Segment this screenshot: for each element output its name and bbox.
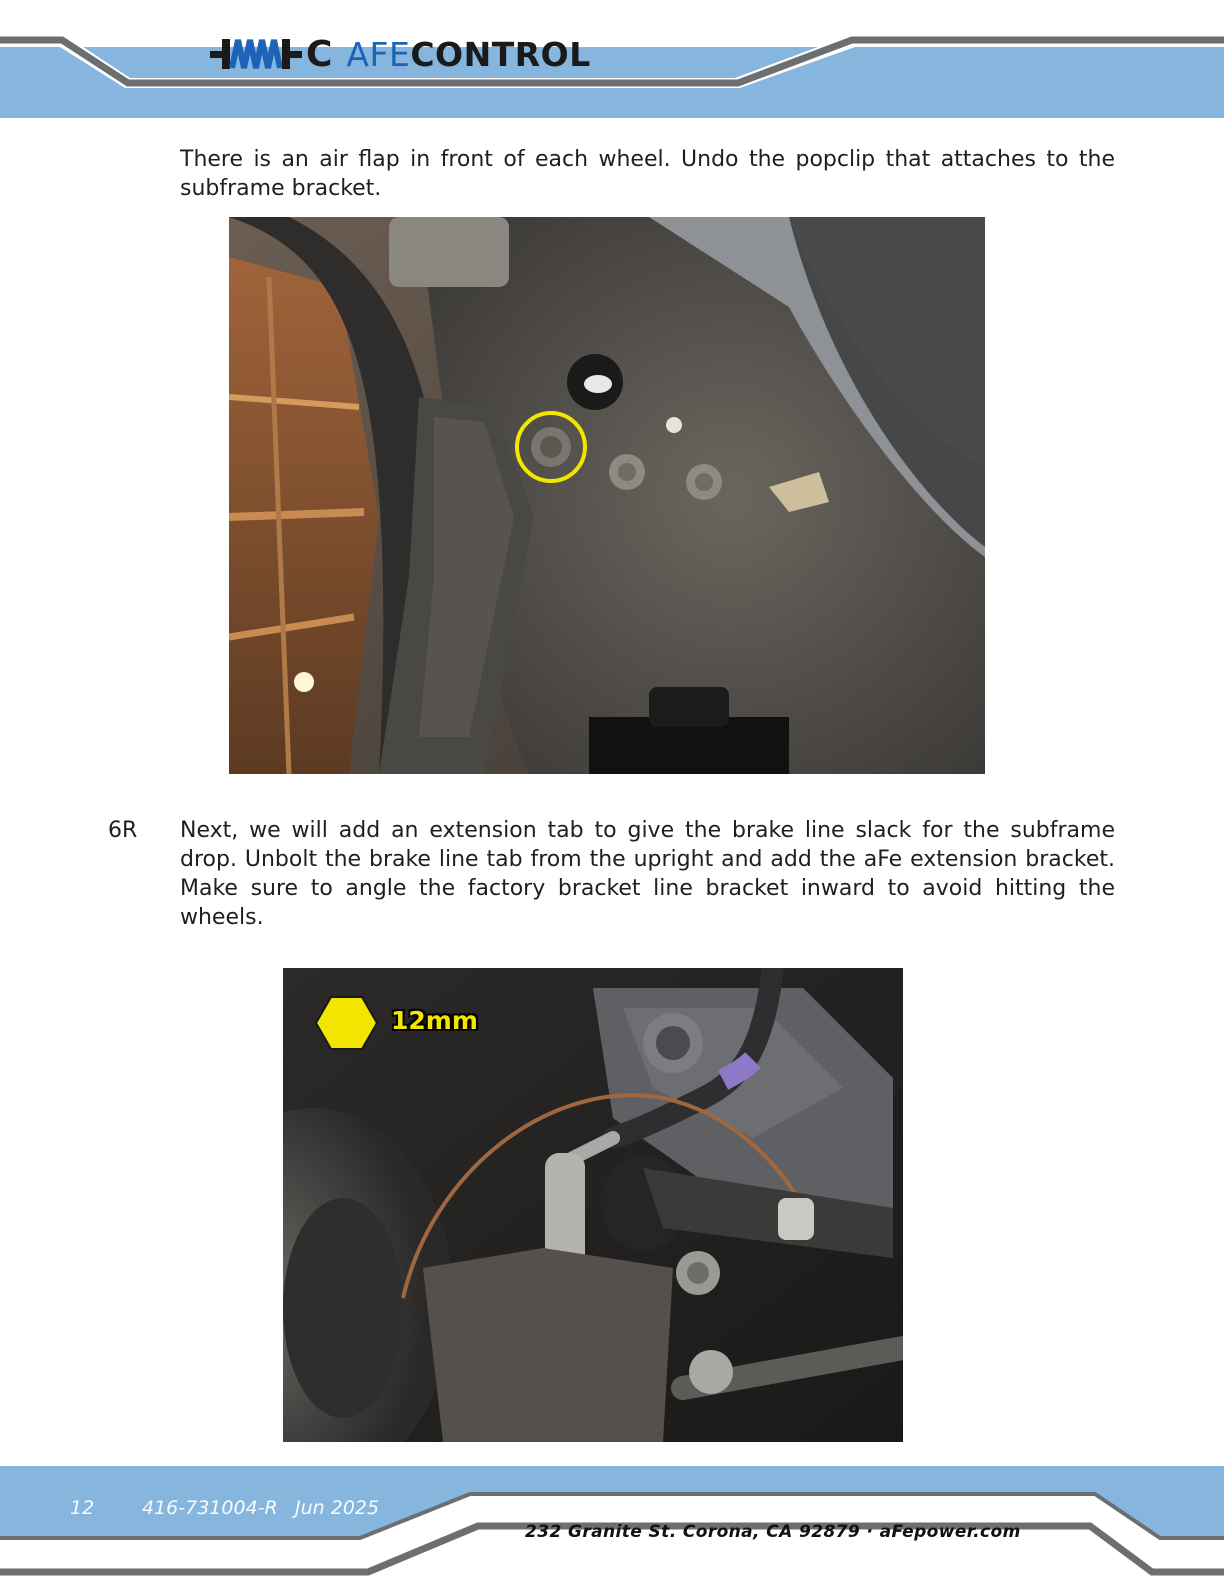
brake-line-tab-photo bbox=[283, 968, 903, 1442]
logo-c-mark: C bbox=[306, 33, 333, 75]
revision-date: Jun 2025 bbox=[295, 1497, 380, 1519]
intro-instruction: There is an air flap in front of each wheel. Undo the popclip that attaches to the subframe bracket. bbox=[180, 147, 1115, 201]
brand-secondary: CONTROL bbox=[410, 34, 591, 74]
afe-control-logo bbox=[210, 30, 591, 78]
spring-logo-icon bbox=[210, 34, 302, 74]
company-address: 232 Granite St. Corona, CA 92879 · aFepower.com bbox=[525, 1522, 1021, 1542]
step-instruction: Next, we will add an extension tab to give the brake line slack for the subframe drop. Unbolt the brake line tab from the upright and add the aFe extension bracket. Make sure to angle the factory bracket line bracket inward to avoid hitting the wheels. bbox=[180, 818, 1115, 930]
part-number: 416-731004-R bbox=[142, 1497, 278, 1519]
header-band bbox=[0, 0, 1224, 118]
brand-primary: AFE bbox=[346, 34, 411, 74]
air-flap-photo bbox=[229, 217, 985, 774]
step-number: 6R bbox=[108, 818, 138, 843]
page-number: 12 bbox=[70, 1497, 95, 1519]
tool-size-label: 12mm bbox=[391, 1006, 478, 1035]
